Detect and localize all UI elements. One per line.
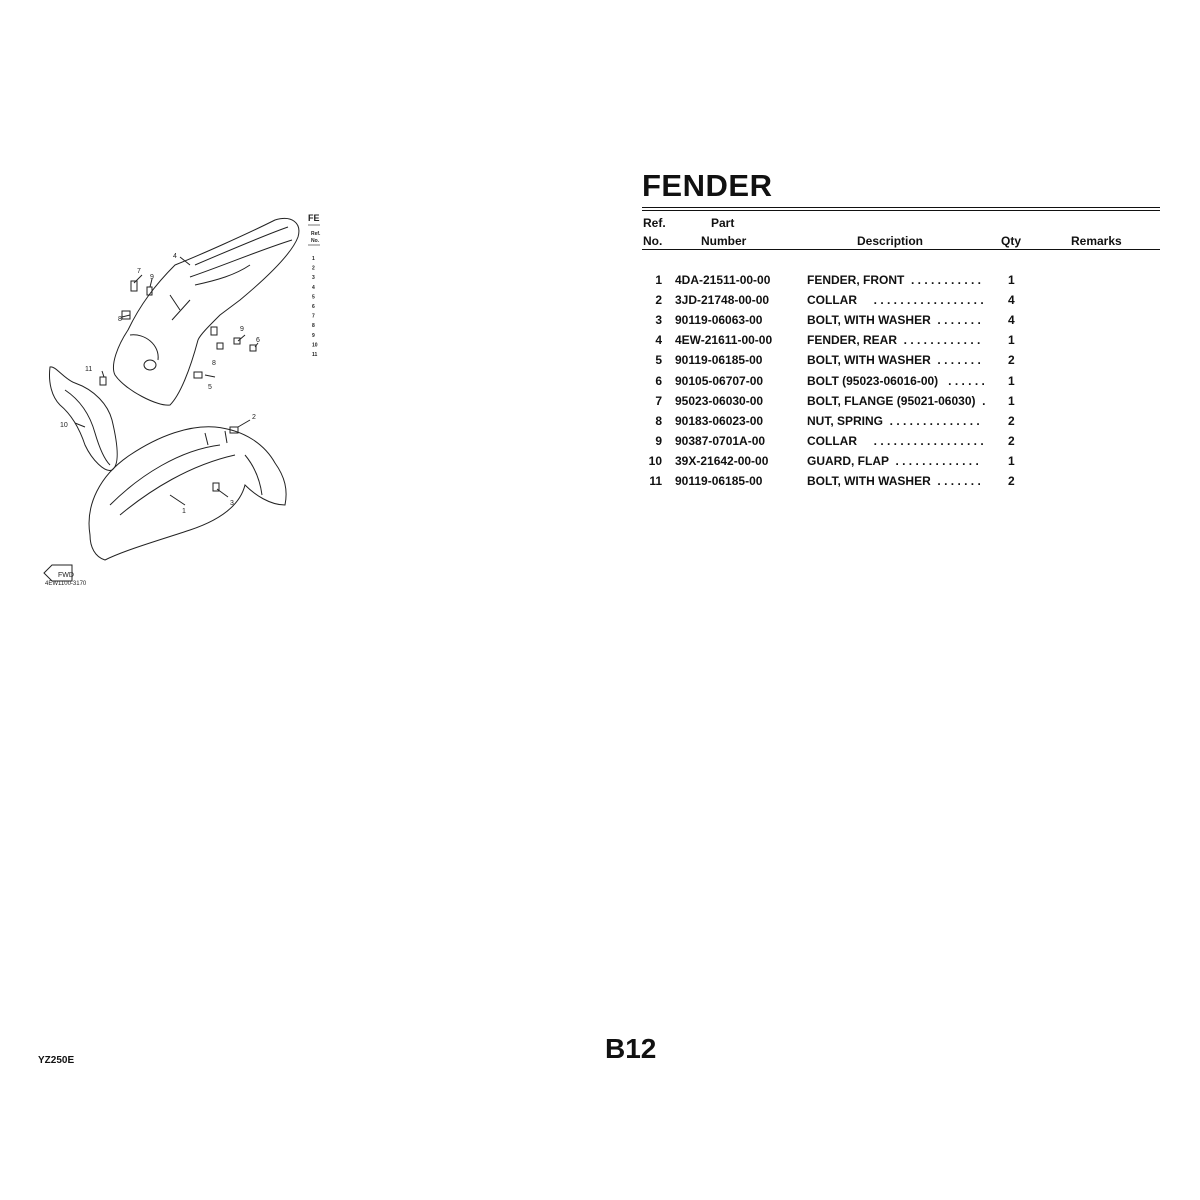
qty-cell: 2 (1008, 413, 1015, 428)
header-ref-line2: No. (643, 234, 663, 248)
ref-cell: 3 (655, 313, 662, 328)
title-rule (642, 207, 1160, 208)
inset-no: No. (311, 238, 320, 244)
table-row (642, 293, 1162, 313)
callout: 9 (150, 274, 154, 281)
part-number-cell: 90119-06185-00 (675, 474, 763, 488)
fwd-label: FWD (58, 572, 74, 579)
part-number-cell: 3JD-21748-00-00 (675, 293, 770, 308)
part-number-cell: 90119-06185-00 (675, 353, 763, 368)
inset-ref-item: 6 (312, 304, 315, 310)
qty-cell: 4 (1008, 293, 1015, 308)
part-number-cell: 4EW-21611-00-00 (675, 333, 773, 348)
ref-cell: 11 (649, 474, 662, 488)
table-row (642, 454, 1162, 474)
description-cell: BOLT, FLANGE (95021-06030) . (807, 393, 986, 408)
inset-ref-item: 3 (312, 275, 315, 282)
callout: 4 (173, 253, 177, 260)
fwd-arrow-icon (44, 565, 74, 581)
description-cell: BOLT, WITH WASHER . . . . . . . (807, 353, 981, 368)
inset-ref-item: 1 (312, 256, 315, 262)
inset-ref-item: 2 (312, 265, 315, 272)
callout: 3 (230, 500, 234, 507)
part-number-cell: 90387-0701A-00 (675, 433, 766, 448)
header-qty: Qty (1001, 234, 1022, 248)
qty-cell: 1 (1008, 453, 1015, 468)
part-number-cell: 39X-21642-00-00 (675, 453, 769, 468)
inset-ref-item: 7 (312, 313, 315, 320)
callout: 8 (212, 360, 216, 367)
front-fender-drawing (89, 427, 286, 560)
qty-cell: 2 (1008, 353, 1015, 368)
ref-cell: 1 (655, 273, 662, 287)
description-cell: FENDER, REAR . . . . . . . . . . . . (807, 333, 981, 348)
ref-cell: 5 (655, 353, 662, 368)
part-number-cell: 4DA-21511-00-00 (675, 273, 771, 287)
description-cell: COLLAR . . . . . . . . . . . . . . . . . (807, 433, 984, 448)
header-ref-line1: Ref. (643, 216, 666, 230)
description-cell: NUT, SPRING . . . . . . . . . . . . . . (807, 413, 980, 428)
header-remarks: Remarks (1071, 234, 1122, 248)
ref-cell: 2 (655, 293, 662, 308)
inset-ref: Ref. (311, 231, 321, 237)
inset-ref-item: 10 (312, 342, 318, 349)
description-cell: GUARD, FLAP . . . . . . . . . . . . . (807, 453, 979, 468)
part-number-cell: 90105-06707-00 (675, 373, 764, 388)
inset-header: FE (308, 213, 320, 223)
header-part-line2: Number (701, 234, 747, 248)
part-number-cell: 95023-06030-00 (675, 393, 764, 408)
inset-ref-item: 11 (312, 352, 318, 358)
callout: 7 (137, 268, 141, 275)
part-number-cell: 90183-06023-00 (675, 413, 764, 428)
table-row (642, 434, 1162, 454)
table-row (642, 394, 1162, 414)
callout: 8 (118, 316, 122, 323)
description-cell: BOLT (95023-06016-00) . . . . . . (807, 373, 985, 388)
qty-cell: 1 (1008, 393, 1015, 408)
ref-cell: 7 (655, 393, 662, 408)
callout: 2 (252, 414, 256, 421)
description-cell: COLLAR . . . . . . . . . . . . . . . . . (807, 293, 984, 308)
ref-cell: 10 (648, 453, 662, 468)
description-cell: BOLT, WITH WASHER . . . . . . . (807, 313, 981, 328)
qty-cell: 1 (1008, 373, 1015, 388)
table-row (642, 353, 1162, 373)
diagram-code: 4EW1100-3170 (45, 581, 87, 587)
qty-cell: 2 (1008, 474, 1015, 488)
model-code: YZ250E (38, 1055, 75, 1066)
parts-diagram (30, 205, 340, 600)
qty-cell: 2 (1008, 433, 1015, 448)
callout: 5 (208, 384, 212, 391)
flap-guard-drawing (49, 367, 117, 471)
header-part-line1: Part (711, 216, 735, 230)
table-row (642, 374, 1162, 394)
ref-cell: 6 (655, 373, 662, 388)
inset-ref-item: 5 (312, 294, 315, 301)
ref-cell: 9 (655, 433, 662, 448)
callout: 9 (240, 326, 244, 333)
table-row (642, 333, 1162, 353)
qty-cell: 1 (1008, 333, 1015, 348)
inset-ref-item: 9 (312, 332, 315, 339)
ref-cell: 8 (655, 413, 662, 428)
title-rule-2 (642, 210, 1160, 211)
table-row (642, 273, 1162, 293)
part-number-cell: 90119-06063-00 (675, 313, 763, 328)
page-title: FENDER (642, 168, 773, 203)
rear-fender-drawing (113, 219, 298, 406)
table-row (642, 474, 1162, 494)
header-rule (642, 249, 1160, 250)
callout: 1 (182, 508, 186, 515)
callout: 11 (85, 366, 93, 373)
inset-ref-item: 8 (312, 323, 315, 330)
page-number: B12 (605, 1033, 657, 1064)
inset-ref-item: 4 (312, 284, 315, 291)
qty-cell: 1 (1008, 273, 1015, 287)
qty-cell: 4 (1008, 313, 1015, 328)
table-row (642, 313, 1162, 333)
callout: 10 (60, 422, 68, 429)
table-row (642, 414, 1162, 434)
ref-cell: 4 (655, 333, 662, 348)
callout: 6 (256, 337, 260, 344)
description-cell: FENDER, FRONT . . . . . . . . . . . (807, 273, 982, 287)
description-cell: BOLT, WITH WASHER . . . . . . . (807, 474, 981, 488)
header-description: Description (857, 234, 924, 248)
